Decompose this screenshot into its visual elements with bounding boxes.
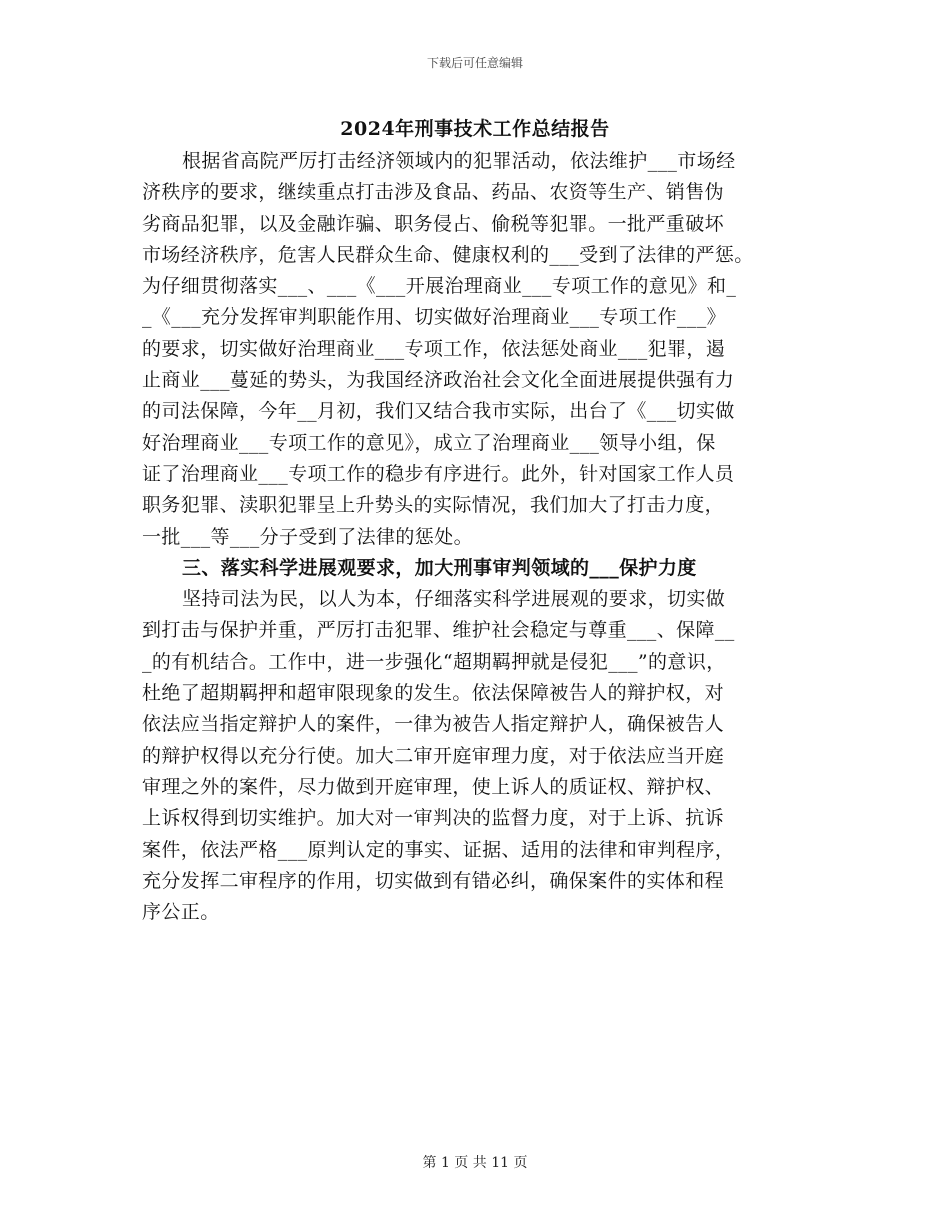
paragraph-line: 到打击与保护并重，严厉打击犯罪、维护社会稳定与尊重___、保障__ xyxy=(142,619,735,642)
paragraph-line: 审理之外的案件，尽力做到开庭审理，使上诉人的质证权、辩护权、 xyxy=(142,775,725,798)
document-body xyxy=(142,146,802,928)
paragraph-1 xyxy=(142,146,802,553)
paragraph-line: 的司法保障，今年__月初，我们又结合我市实际，出台了《___切实做 xyxy=(142,400,735,423)
paragraph-line: 证了治理商业___专项工作的稳步有序进行。此外，针对国家工作人员 xyxy=(142,462,735,485)
paragraph-line: _的有机结合。工作中，进一步强化“超期羁押就是侵犯___”的意识， xyxy=(142,650,726,673)
paragraph-line: 依法应当指定辩护人的案件，一律为被告人指定辩护人，确保被告人 xyxy=(142,713,725,736)
page-header-note: 下载后可任意编辑 xyxy=(426,56,523,70)
paragraph-line: 一批___等___分子受到了法律的惩处。 xyxy=(142,525,474,548)
paragraph-line: 的辩护权得以充分行使。加大二审开庭审理力度，对于依法应当开庭 xyxy=(142,744,725,767)
paragraph-line: 济秩序的要求，继续重点打击涉及食品、药品、农资等生产、销售伪 xyxy=(142,181,725,204)
paragraph-line: 市场经济秩序，危害人民群众生命、健康权利的___受到了法律的严惩。 xyxy=(142,243,754,266)
paragraph-line: 止商业___蔓延的势头，为我国经济政治社会文化全面进展提供强有力 xyxy=(142,369,735,392)
paragraph-line: 为仔细贯彻落实___、___《___开展治理商业___专项工作的意见》和_ xyxy=(142,275,737,298)
section-heading: 三、落实科学进展观要求，加大刑事审判领域的___保护力度 xyxy=(182,556,697,579)
paragraph-line: 根据省高院严厉打击经济领域内的犯罪活动，依法维护___市场经 xyxy=(182,150,736,172)
paragraph-line: 杜绝了超期羁押和超审限现象的发生。依法保障被告人的辩护权，对 xyxy=(142,682,725,705)
paragraph-line: _《___充分发挥审判职能作用、切实做好治理商业___专项工作___》 xyxy=(142,306,727,329)
paragraph-line: 职务犯罪、渎职犯罪呈上升势头的实际情况，我们加大了打击力度， xyxy=(142,494,725,517)
paragraph-line: 好治理商业___专项工作的意见》，成立了治理商业___领导小组，保 xyxy=(142,431,716,454)
page-number-footer: 第 1 页 共 11 页 xyxy=(422,1155,528,1171)
paragraph-line: 的要求，切实做好治理商业___专项工作，依法惩处商业___犯罪，遏 xyxy=(142,337,726,360)
paragraph-line: 充分发挥二审程序的作用，切实做到有错必纠，确保案件的实体和程 xyxy=(142,869,725,892)
paragraph-line: 劣商品犯罪，以及金融诈骗、职务侵占、偷税等犯罪。一批严重破坏 xyxy=(142,212,725,235)
paragraph-2 xyxy=(142,584,802,928)
paragraph-line: 上诉权得到切实维护。加大对一审判决的监督力度，对于上诉、抗诉 xyxy=(142,807,725,830)
document-title: 2024年刑事技术工作总结报告 xyxy=(340,118,610,140)
paragraph-line: 案件，依法严格___原判认定的事实、证据、适用的法律和审判程序， xyxy=(142,838,735,861)
paragraph-line: 序公正。 xyxy=(142,901,220,924)
paragraph-line: 坚持司法为民，以人为本，仔细落实科学进展观的要求，切实做 xyxy=(182,588,726,611)
